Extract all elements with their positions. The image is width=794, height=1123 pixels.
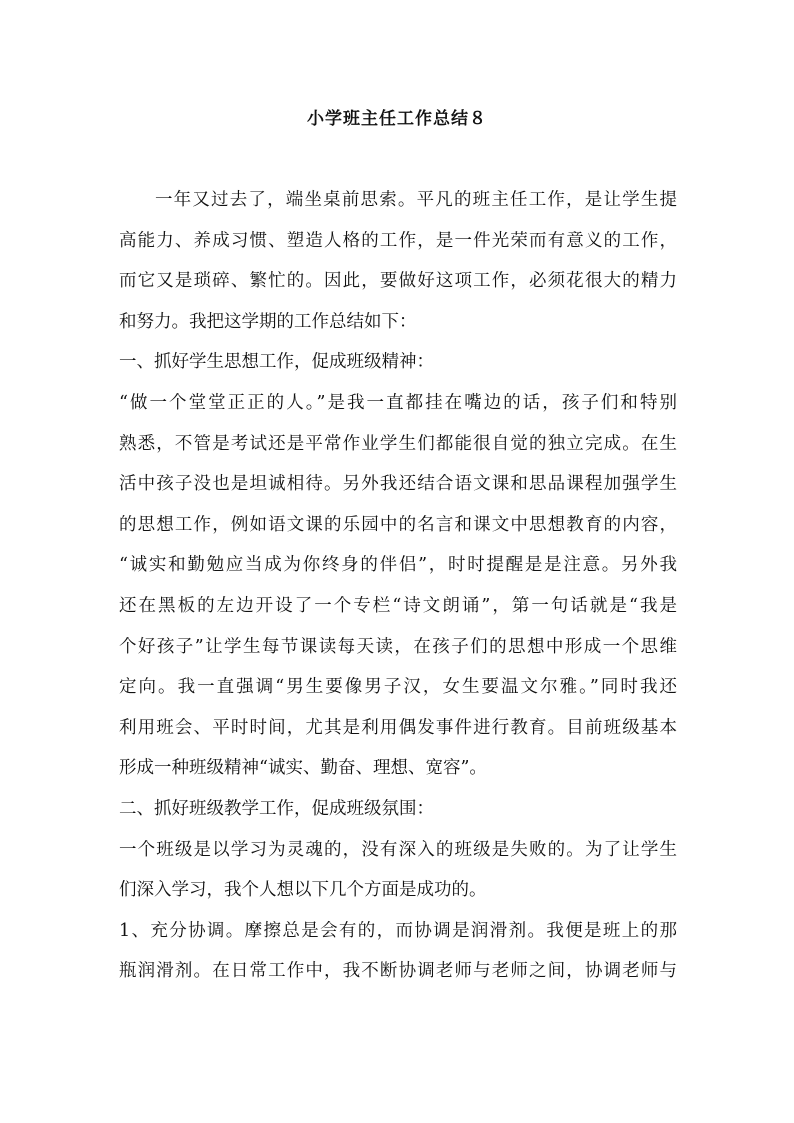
body-line: 活中孩子没也是坦诚相待。另外我还结合语文课和思品课程加强学生 [119,474,677,495]
document-title: 小学班主任工作总结８ [307,109,487,129]
body-line: 熟悉，不管是考试还是平常作业学生们都能很自觉的独立完成。在生 [119,433,677,454]
body-line: 和努力。我把这学期的工作总结如下： [119,311,417,332]
body-line: 的思想工作，例如语文课的乐园中的名言和课文中思想教育的内容， [119,514,677,535]
body-line: 而它又是琐碎、繁忙的。因此，要做好这项工作，必须花很大的精力 [119,271,677,292]
body-line: 形成一种班级精神“诚实、勤奋、理想、宽容”。 [119,758,487,779]
body-line: 个好孩子”让学生每节课读每天读，在孩子们的思想中形成一个思维 [119,636,677,657]
body-line: 定向。我一直强调“男生要像男子汉，女生要温文尔雅。”同时我还 [119,677,677,698]
body-line: “诚实和勤勉应当成为你终身的伴侣”，时时提醒是是注意。另外我 [119,555,677,576]
section-heading: 一、抓好学生思想工作，促成班级精神： [119,352,434,373]
body-line: “做一个堂堂正正的人。”是我一直都挂在嘴边的话，孩子们和特别 [119,392,677,413]
body-line: 利用班会、平时时间，尤其是利用偶发事件进行教育。目前班级基本 [119,717,677,738]
body-line: 们深入学习，我个人想以下几个方面是成功的。 [119,880,487,901]
body-line: 还在黑板的左边开设了一个专栏“诗文朗诵”，第一句话就是“我是 [119,595,677,616]
document-body [119,184,677,996]
body-line: 瓶润滑剂。在日常工作中，我不断协调老师与老师之间，协调老师与 [119,961,677,982]
section-heading: 二、抓好班级教学工作，促成班级氛围： [119,798,434,819]
body-line: 高能力、养成习惯、塑造人格的工作，是一件光荣而有意义的工作， [119,230,677,251]
body-line: 1、充分协调。摩擦总是会有的，而协调是润滑剂。我便是班上的那 [119,920,677,941]
body-line: 一个班级是以学习为灵魂的，没有深入的班级是失败的。为了让学生 [119,839,677,860]
body-line: 一年又过去了，端坐桌前思索。平凡的班主任工作，是让学生提 [155,190,677,210]
